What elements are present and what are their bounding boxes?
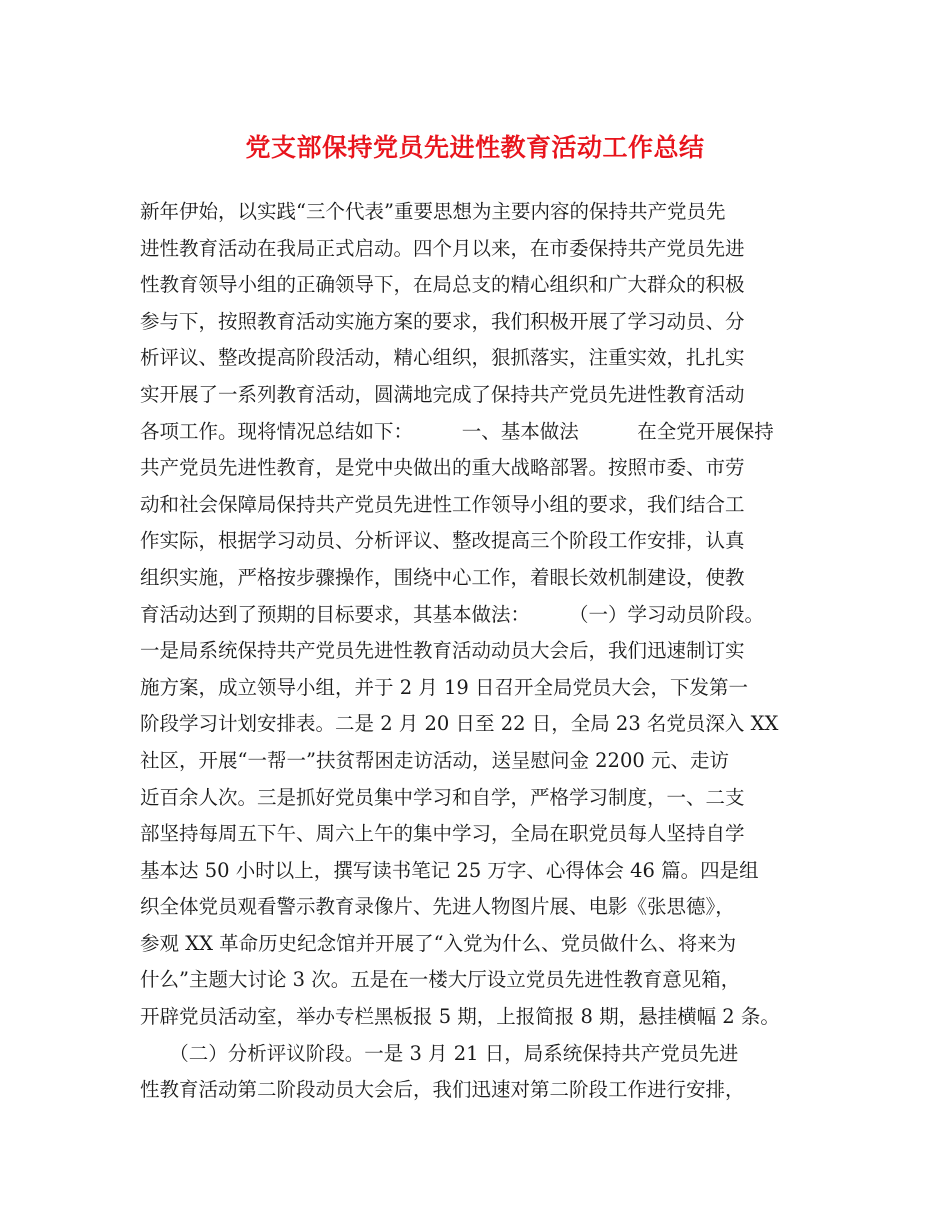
body-line: 什么”主题大讨论 3 次。五是在一楼大厅设立党员先进性教育意见箱， xyxy=(140,968,741,992)
body-line: 性教育活动第二阶段动员大会后，我们迅速对第二阶段工作进行安排， xyxy=(140,1078,745,1102)
document-title: 党支部保持党员先进性教育活动工作总结 xyxy=(245,133,705,162)
body-line: 性教育领导小组的正确领导下，在局总支的精心组织和广大群众的积极 xyxy=(140,273,745,297)
body-line: 织全体党员观看警示教育录像片、先进人物图片展、电影《张思德》， xyxy=(140,895,735,919)
body-line: 参观 XX 革命历史纪念馆并开展了“入党为什么、党员做什么、将来为 xyxy=(140,931,737,955)
body-line: 基本达 50 小时以上，撰写读书笔记 25 万字、心得体会 46 篇。四是组 xyxy=(140,858,759,882)
body-line: 动和社会保障局保持共产党员先进性工作领导小组的要求，我们结合工 xyxy=(140,492,745,516)
body-line: 施方案，成立领导小组，并于 2 月 19 日召开全局党员大会，下发第一 xyxy=(140,675,749,699)
body-line: 近百余人次。三是抓好党员集中学习和自学，严格学习制度，一、二支 xyxy=(140,785,745,809)
body-line: 各项工作。现将情况总结如下： 一、基本做法 在全党开展保持 xyxy=(140,419,774,443)
body-line: 作实际，根据学习动员、分析评议、整改提高三个阶段工作安排，认真 xyxy=(140,529,745,553)
body-line: 进性教育活动在我局正式启动。四个月以来，在市委保持共产党员先进 xyxy=(140,236,745,260)
body-line: 部坚持每周五下午、周六上午的集中学习，全局在职党员每人坚持自学 xyxy=(140,822,745,846)
body-line: 社区，开展“一帮一”扶贫帮困走访活动，送呈慰问金 2200 元、走访 xyxy=(140,748,729,772)
body-line: 开辟党员活动室，举办专栏黑板报 5 期，上报简报 8 期，悬挂横幅 2 条。 xyxy=(140,1005,780,1029)
body-line: 阶段学习计划安排表。二是 2 月 20 日至 22 日，全局 23 名党员深入 XX xyxy=(140,712,779,736)
body-line: （二）分析评议阶段。一是 3 月 21 日，局系统保持共产党员先进 xyxy=(140,1041,739,1065)
body-line: 新年伊始，以实践“三个代表”重要思想为主要内容的保持共产党员先 xyxy=(140,200,726,223)
body-line: 组织实施，严格按步骤操作，围绕中心工作，着眼长效机制建设，使教 xyxy=(140,565,745,589)
body-line: 育活动达到了预期的目标要求，其基本做法： （一）学习动员阶段。 xyxy=(140,602,765,626)
body-line: 实开展了一系列教育活动，圆满地完成了保持共产党员先进性教育活动 xyxy=(140,382,745,406)
body-line: 一是局系统保持共产党员先进性教育活动动员大会后，我们迅速制订实 xyxy=(140,639,745,663)
body-line: 共产党员先进性教育，是党中央做出的重大战略部署。按照市委、市劳 xyxy=(140,456,745,480)
body-line: 参与下，按照教育活动实施方案的要求，我们积极开展了学习动员、分 xyxy=(140,309,745,333)
document-body xyxy=(140,194,830,1109)
body-line: 析评议、整改提高阶段活动，精心组织，狠抓落实，注重实效，扎扎实 xyxy=(140,346,745,370)
